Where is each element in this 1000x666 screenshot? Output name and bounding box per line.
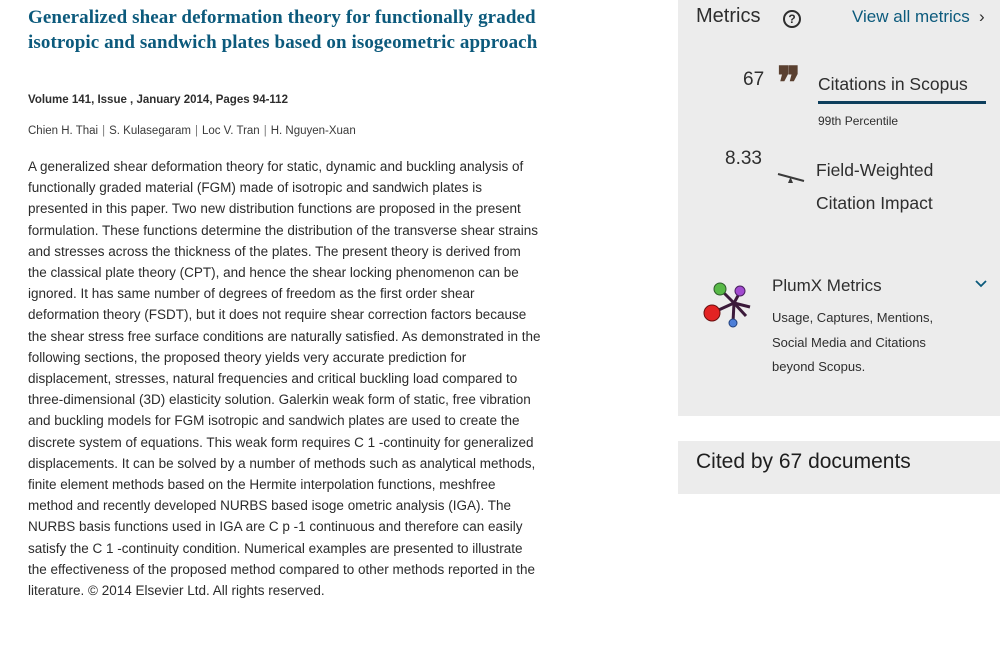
author-4[interactable]: H. Nguyen-Xuan <box>270 125 356 137</box>
scale-icon <box>776 168 806 190</box>
article-title[interactable]: Generalized shear deformation theory for functionally graded isotropic and sandwich plates based on isogeometric approach <box>28 7 538 53</box>
chevron-down-icon[interactable] <box>973 276 989 292</box>
volume-info: Volume 141, Issue , January 2014, Pages 94-112 <box>28 94 288 106</box>
author-2[interactable]: S. Kulasegaram <box>109 125 191 137</box>
citation-count: 67 <box>743 69 765 90</box>
view-all-metrics-link[interactable]: View all metrics <box>852 7 970 26</box>
plumx-description: Usage, Captures, Mentions, Social Media and Citations beyond Scopus. <box>772 310 934 374</box>
metrics-heading: Metrics <box>696 5 761 27</box>
author-1[interactable]: Chien H. Thai <box>28 125 99 137</box>
plumx-icon[interactable] <box>700 280 756 332</box>
metrics-panel <box>678 0 1000 416</box>
cited-by-heading[interactable]: Cited by 67 documents <box>696 450 911 473</box>
author-list <box>28 125 356 137</box>
citations-in-scopus-link[interactable]: Citations in Scopus <box>818 74 968 94</box>
author-separator: | <box>194 125 198 137</box>
plumx-metrics-title[interactable]: PlumX Metrics <box>772 276 882 295</box>
help-circle-icon[interactable]: ? <box>783 10 801 28</box>
quote-icon: ❞ <box>777 59 801 108</box>
citations-underline <box>818 101 986 104</box>
fwci-value: 8.33 <box>725 148 762 169</box>
author-3[interactable]: Loc V. Tran <box>201 125 260 137</box>
author-separator: | <box>102 125 106 137</box>
chevron-right-icon[interactable]: › <box>979 7 985 26</box>
fwci-label: Field-Weighted Citation Impact <box>816 160 934 213</box>
author-separator: | <box>263 125 267 137</box>
citation-percentile: 99th Percentile <box>818 114 899 128</box>
cited-by-panel[interactable] <box>678 441 1000 494</box>
abstract-text: A generalized shear deformation theory for static, dynamic and buckling analysis of functionally graded material (FGM) made of isotropic and sandwich plates is presented in this paper. Two new distribution functions are proposed in the present formulation. These functions determine the distribution of the transverse shear strains and stresses across the thickness of the plates. The present theory is derived from the classical plate theory (CPT), and hence the shear locking phenomenon can be ignored. It has same number of degrees of freedom as the first order shear deformation theory (FSDT), but it does not require shear correction factors because the shear stress free surface conditions are naturally satisfied. As demonstrated in the following sections, the proposed theory yields very accurate prediction for displacement, stresses, natural frequencies and critical buckling load compared to three-dimensional (3D) elasticity solution. Galerkin weak form of static, free vibration and buckling models for FGM isotropic and sandwich plates are used to create the discrete system of equations. This weak form requires C 1 -continuity for generalized displacements. It can be solved by a number of methods such as analytical methods, finite element methods based on the Hermite interpolation functions, meshfree method and recently developed NURBS based isoge ometric analysis (IGA). The NURBS basis functions used in IGA are C p -1 continuous and therefore can easily satisfy the C 1 -continuity condition. Numerical examples are presented to illustrate the effectiveness of the proposed method compared to other methods reported in the literature. © 2014 Elsevier Ltd. All rights reserved. <box>28 159 541 599</box>
